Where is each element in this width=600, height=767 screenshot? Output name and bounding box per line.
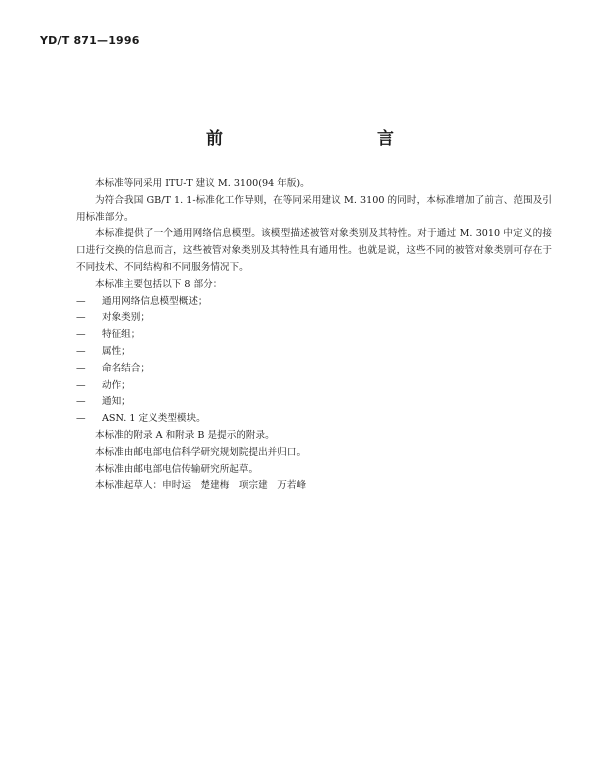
list-item xyxy=(76,310,552,327)
list-dash: — xyxy=(76,312,86,324)
list-item xyxy=(76,344,552,361)
list-dash: — xyxy=(76,396,86,408)
paragraph-adoption: 本标准等同采用 ITU-T 建议 M. 3100(94 年版)。 xyxy=(95,178,310,189)
list-item-text: 属性； xyxy=(102,345,131,357)
list-item-text: 通知； xyxy=(102,396,131,408)
list-item xyxy=(76,327,552,344)
list-item xyxy=(76,361,552,378)
list-item xyxy=(76,378,552,395)
list-dash: — xyxy=(76,362,86,374)
list-dash: — xyxy=(76,329,86,341)
list-dash: — xyxy=(76,413,86,425)
list-dash: — xyxy=(76,295,86,307)
list-item-text: 命名结合； xyxy=(102,362,150,374)
standard-code-header: YD/T 871—1996 xyxy=(40,34,140,47)
list-item-text: 动作； xyxy=(102,379,131,391)
list-dash: — xyxy=(76,345,86,357)
foreword-body xyxy=(76,176,552,495)
paragraph-appendix: 本标准的附录 A 和附录 B 是提示的附录。 xyxy=(95,429,275,441)
paragraph-scope: 本标准提供了一个通用网络信息模型。该模型描述被管对象类别及其特性。对于通过 M. 3010 中定义的接口进行交换的信息而言，这些被管对象类别及其特性具有通用性。也就是说，这些不同的被管对象类别可存在于不同技术、不同结构和不同服务情况下。 xyxy=(76,228,552,273)
paragraph-drafters: 本标准起草人：申时运 楚建梅 项宗建 万若峰 xyxy=(95,480,307,492)
list-item-text: ASN. 1 定义类型模块。 xyxy=(102,413,206,425)
list-item-text: 通用网络信息模型概述； xyxy=(102,295,208,307)
paragraph-contents-intro: 本标准主要包括以下 8 部分： xyxy=(95,278,223,290)
list-item xyxy=(76,394,552,411)
paragraph-proposer: 本标准由邮电部电信科学研究规划院提出并归口。 xyxy=(95,446,307,458)
paragraph-drafter-org: 本标准由邮电部电信传输研究所起草。 xyxy=(95,463,259,475)
list-item-text: 对象类别； xyxy=(102,312,150,324)
list-dash: — xyxy=(76,379,86,391)
page-title: 前 言 xyxy=(206,129,434,149)
list-item xyxy=(76,294,552,311)
paragraph-conformance: 为符合我国 GB/T 1. 1-标准化工作导则，在等同采用建议 M. 3100 的同时，本标准增加了前言、范围及引用标准部分。 xyxy=(76,194,552,223)
list-item-text: 特征组； xyxy=(102,329,141,341)
list-item xyxy=(76,411,552,428)
